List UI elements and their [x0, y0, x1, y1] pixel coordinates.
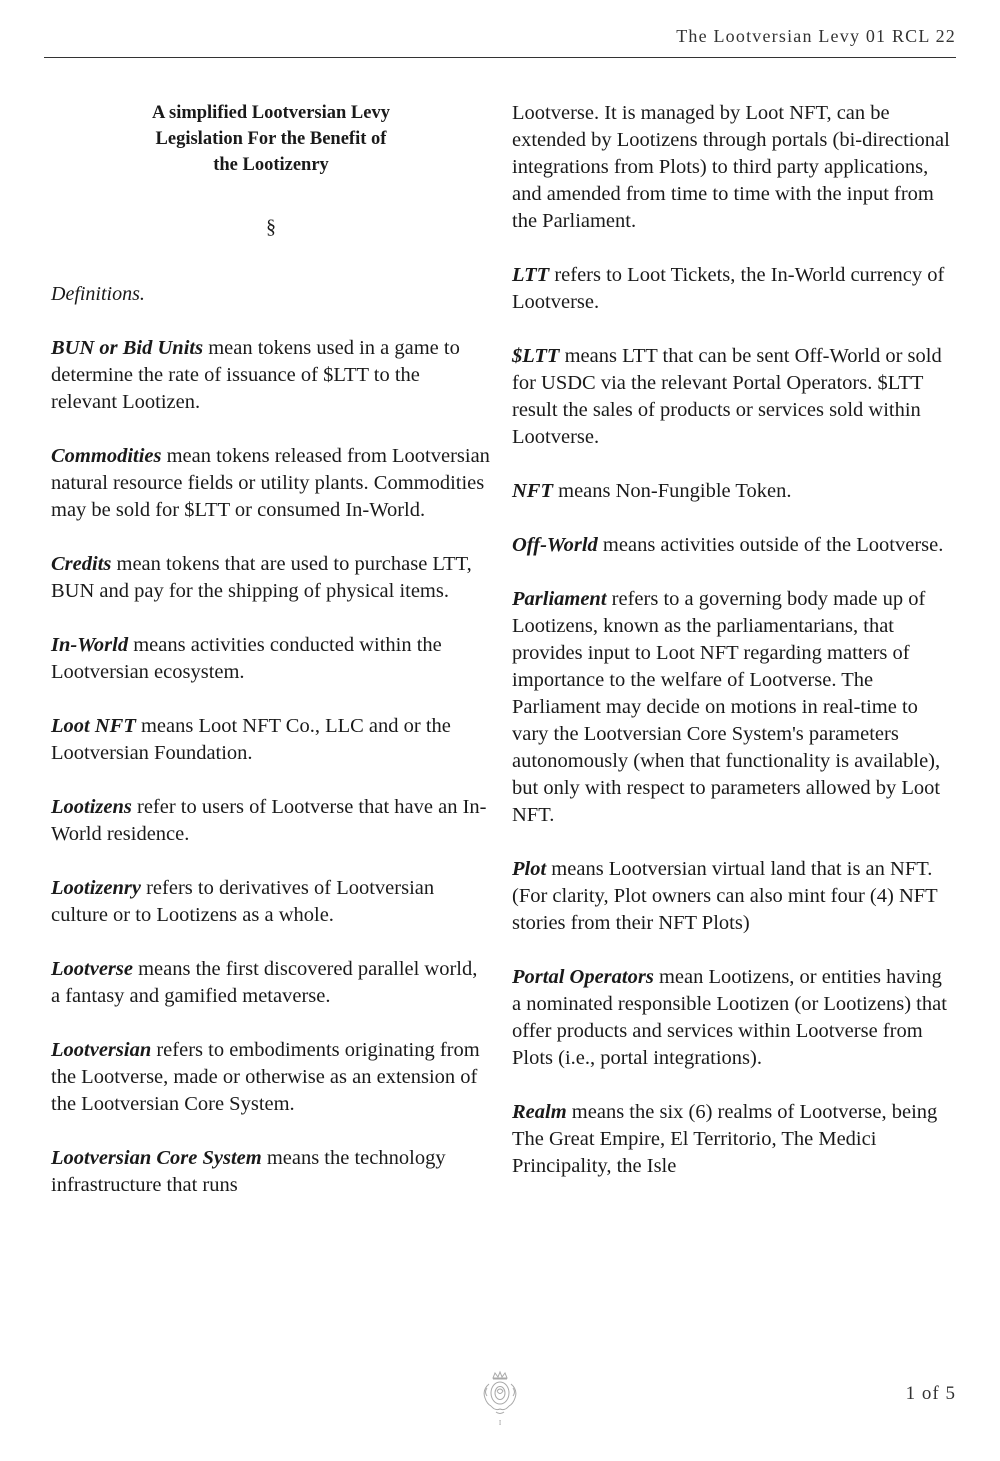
definition-term: Parliament: [512, 588, 607, 610]
definition-text: mean tokens released from Lootversian natural resource fields or utility plants. Commodities may be sold for $LTT or consumed In-World.: [51, 445, 490, 521]
definition-ltt: [512, 262, 954, 316]
definition-text: means activities conducted within the Lootversian ecosystem.: [51, 634, 442, 683]
definition-text: refers to a governing body made up of Lootizens, known as the parliamentarians, that provides input to Loot NFT regarding matters of importance to the welfare of Lootverse. The Parliament may decide on motions in real-time to vary the Lootversian Core System's parameters autonomously (when that functionality is available), but only with respect to parameters allowed by Loot NFT.: [512, 588, 941, 826]
header-divider: [44, 57, 956, 58]
definitions-heading: Definitions.: [51, 283, 145, 305]
definition-term: Lootversian: [51, 1039, 152, 1061]
definition-dollar-ltt: [512, 343, 954, 451]
definition-term: Lootverse: [51, 958, 133, 980]
definition-term: Lootizenry: [51, 877, 141, 899]
definition-in-world: [51, 632, 491, 686]
definition-term: Lootizens: [51, 796, 132, 818]
definition-text: refers to embodiments originating from the Lootverse, made or otherwise as an extension of the Lootversian Core System.: [51, 1039, 480, 1115]
definition-text: mean tokens that are used to purchase LTT, BUN and pay for the shipping of physical items.: [51, 553, 472, 602]
definition-term: Credits: [51, 553, 112, 575]
definition-text: means the first discovered parallel world, a fantasy and gamified metaverse.: [51, 958, 478, 1007]
definition-off-world: [512, 532, 954, 559]
continuation-paragraph: Lootverse. It is managed by Loot NFT, can be extended by Lootizens through portals (bi-directional integrations from Plots) to third party applications, and amended from time to time with the input from the Parliament.: [512, 102, 950, 232]
page-indicator: 1 of 5: [905, 1383, 956, 1404]
definition-text: mean Lootizens, or entities having a nominated responsible Lootizen (or Lootizens) that offer products and services within Lootverse from Plots (i.e., portal integrations).: [512, 966, 947, 1069]
definition-term: In-World: [51, 634, 129, 656]
definition-text: means LTT that can be sent Off-World or sold for USDC via the relevant Portal Operators. $LTT result the sales of products or services sold within Lootverse.: [512, 345, 942, 448]
right-column: [512, 100, 954, 1207]
definition-lootizens: [51, 794, 491, 848]
definition-text: means Lootversian virtual land that is an NFT. (For clarity, Plot owners can also mint four (4) NFT stories from their NFT Plots): [512, 858, 938, 934]
definition-term: Lootversian Core System: [51, 1147, 262, 1169]
definition-term: BUN or Bid Units: [51, 337, 204, 359]
definition-lootverse: [51, 956, 491, 1010]
definition-text: means activities outside of the Lootverse.: [597, 534, 944, 556]
definition-core-system: [51, 1145, 491, 1199]
definition-text: means Non-Fungible Token.: [553, 480, 792, 502]
definition-term: NFT: [512, 480, 553, 502]
running-header: The Lootversian Levy 01 RCL 22: [676, 26, 956, 46]
definition-portal-operators: [512, 964, 954, 1072]
title-line-2: Legislation For the Benefit of: [155, 129, 387, 149]
definition-commodities: [51, 443, 491, 524]
definition-term: $LTT: [512, 345, 560, 367]
definition-plot: [512, 856, 954, 937]
definition-term: Plot: [512, 858, 547, 880]
definition-term: Off-World: [512, 534, 598, 556]
definition-realm: [512, 1099, 954, 1180]
definition-term: Commodities: [51, 445, 162, 467]
section-mark: §: [266, 216, 276, 238]
definition-lootizenry: [51, 875, 491, 929]
definition-loot-nft: [51, 713, 491, 767]
definition-term: Portal Operators: [512, 966, 654, 988]
definition-text: mean tokens used in a game to determine the rate of issuance of $LTT to the relevant Lootizen.: [51, 337, 460, 413]
definition-text: refers to Loot Tickets, the In-World currency of Lootverse.: [512, 264, 945, 313]
definition-nft: [512, 478, 954, 505]
document-title: [51, 100, 491, 178]
seal-numeral: I: [498, 1419, 502, 1427]
definition-term: Loot NFT: [51, 715, 136, 737]
title-line-1: A simplified Lootversian Levy: [152, 103, 390, 123]
definition-text: means the technology infrastructure that runs: [51, 1147, 446, 1196]
definition-lootversian: [51, 1037, 491, 1118]
definition-text: refer to users of Lootverse that have an In-World residence.: [51, 796, 487, 845]
definition-text: means Loot NFT Co., LLC and or the Lootversian Foundation.: [51, 715, 451, 764]
definition-text: means the six (6) realms of Lootverse, being The Great Empire, El Territorio, The Medici Principality, the Isle: [512, 1101, 938, 1177]
definition-text: refers to derivatives of Lootversian culture or to Lootizens as a whole.: [51, 877, 435, 926]
definition-bun: [51, 335, 491, 416]
definition-credits: [51, 551, 491, 605]
seal-logo-icon: [475, 1368, 525, 1428]
title-line-3: the Lootizenry: [213, 155, 329, 175]
definition-term: Realm: [512, 1101, 567, 1123]
left-column: [51, 100, 491, 1226]
definition-term: LTT: [512, 264, 550, 286]
definition-parliament: [512, 586, 954, 829]
